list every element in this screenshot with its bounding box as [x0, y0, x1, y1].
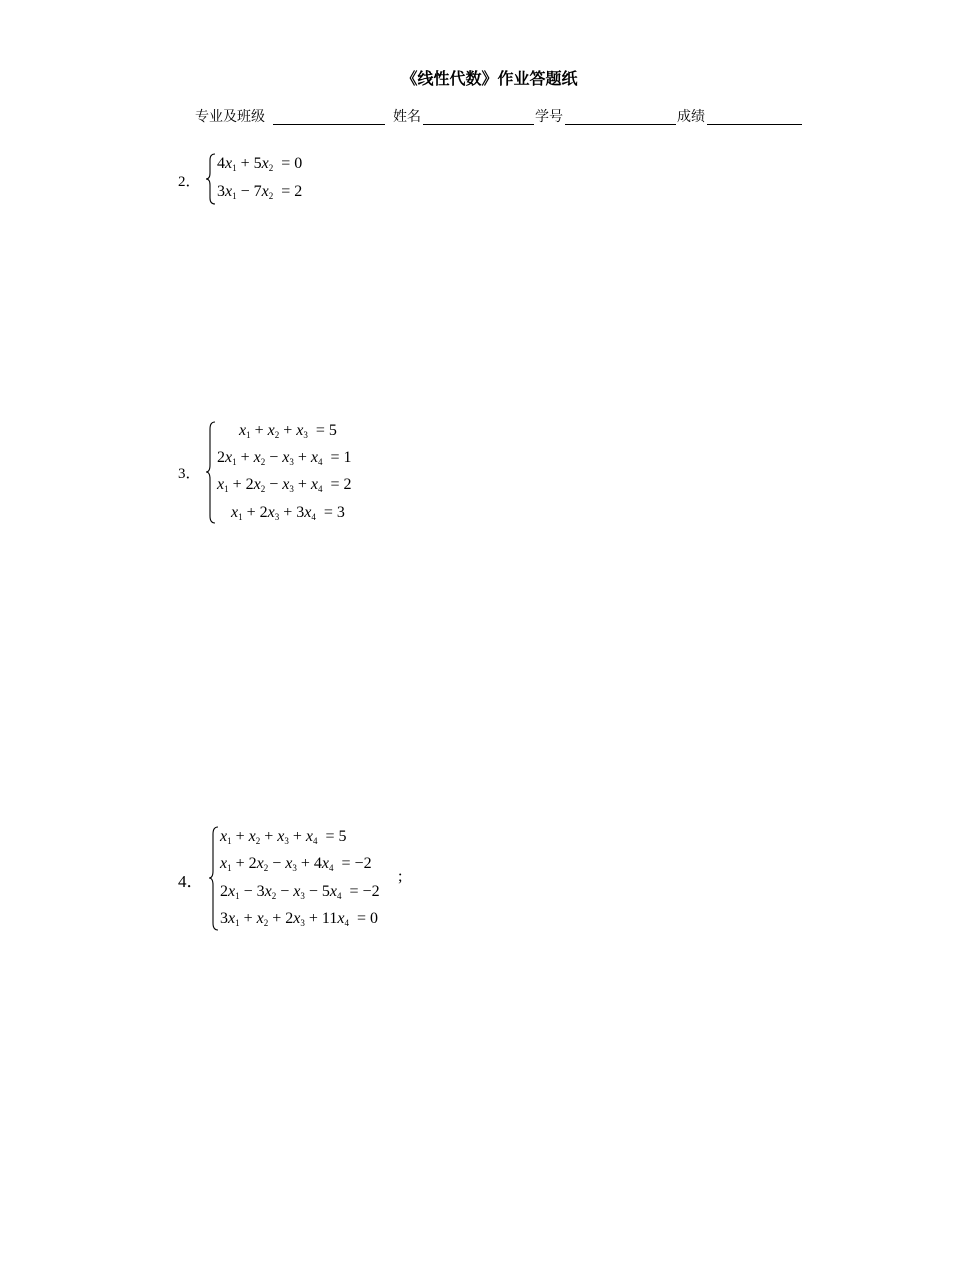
equation: $2x_1 + x_2 - x_3 + x_4 = 1$ — [217, 449, 352, 467]
score-field[interactable] — [707, 124, 802, 125]
major-class-label: 专业及班级 — [195, 109, 265, 125]
problem-number: 4． — [178, 872, 204, 891]
equation: $x_1 + 2x_3 + 3x_4 = 3$ — [231, 504, 345, 522]
student-id-label: 学号 — [535, 109, 563, 125]
left-brace-icon — [205, 421, 217, 525]
major-class-field[interactable] — [273, 124, 385, 125]
equation: $4x_1 + 5x_2 = 0$ — [217, 155, 303, 173]
equation: $3x_1 - 7x_2 = 2$ — [217, 183, 303, 201]
left-brace-icon — [205, 153, 217, 205]
left-brace-icon — [208, 826, 220, 932]
equation: $x_1 + x_2 + x_3 = 5$ — [239, 422, 337, 440]
equation: $2x_1 - 3x_2 - x_3 - 5x_4 = -2$ — [220, 883, 380, 901]
page-title: 《线性代数》作业答题纸 — [401, 69, 578, 88]
equation: $3x_1 + x_2 + 2x_3 + 11x_4 = 0$ — [220, 910, 378, 928]
name-label: 姓名 — [393, 109, 421, 125]
student-id-field[interactable] — [565, 124, 676, 125]
trailing-semicolon: ; — [398, 868, 403, 885]
equation: $x_1 + 2x_2 - x_3 + 4x_4 = -2$ — [220, 855, 372, 873]
equation: $x_1 + x_2 + x_3 + x_4 = 5$ — [220, 828, 347, 846]
problem-number: 2． — [178, 174, 201, 190]
student-info-row — [195, 106, 805, 128]
problem-number: 3． — [178, 466, 201, 482]
score-label: 成绩 — [677, 109, 705, 125]
equation: $x_1 + 2x_2 - x_3 + x_4 = 2$ — [217, 476, 352, 494]
name-field[interactable] — [423, 124, 534, 125]
